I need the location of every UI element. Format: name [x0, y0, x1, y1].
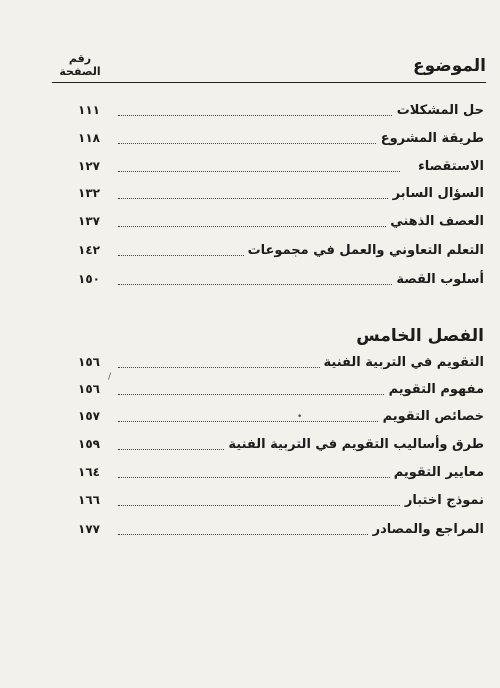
toc-entry-page: ١٥٧	[78, 409, 100, 423]
toc-entry-page: ١٣٧	[78, 214, 100, 228]
toc-entry-page: ١٧٧	[78, 522, 100, 536]
toc-entry[interactable]	[0, 272, 500, 292]
toc-entry[interactable]	[0, 243, 500, 263]
toc-entry[interactable]	[0, 382, 500, 402]
toc-entry-title: السؤال السابر	[389, 186, 484, 201]
toc-entry[interactable]	[0, 103, 500, 123]
toc-entry[interactable]	[0, 186, 500, 206]
toc-entry-title: العصف الذهني	[386, 214, 484, 229]
toc-entry-page: ١٦٦	[78, 493, 100, 507]
toc-entry[interactable]	[0, 437, 500, 457]
toc-entry-title: طرق وأساليب التقويم في التربية الفنية	[224, 437, 484, 452]
toc-entry-page: ١٥٩	[78, 437, 100, 451]
toc-entry[interactable]	[0, 522, 500, 542]
toc-entry[interactable]	[0, 214, 500, 234]
page-number-column-header: رقم الصفحة	[59, 52, 101, 78]
toc-entry-title: خصائص التقويم	[379, 409, 484, 424]
chapter-heading: الفصل الخامس	[356, 326, 484, 346]
toc-entry-title: طريقة المشروع	[377, 131, 484, 146]
stray-mark: /	[108, 372, 112, 382]
dot-leader	[118, 477, 400, 478]
toc-entry-page: ١٥٦	[78, 355, 100, 369]
toc-entry-title: الاستقصاء	[414, 159, 484, 174]
toc-entry-title: معايير التقويم	[390, 465, 484, 480]
dot-leader	[118, 394, 400, 395]
toc-entry[interactable]	[0, 355, 500, 375]
header-divider	[52, 82, 486, 83]
toc-entry-page: ١٣٢	[78, 186, 100, 200]
dot-leader	[118, 143, 400, 144]
toc-entry-title: أسلوب القصة	[392, 272, 484, 287]
dot-leader	[118, 198, 400, 199]
toc-entry[interactable]	[0, 159, 500, 179]
toc-entry-title: مفهوم التقويم	[385, 382, 484, 397]
toc-entry[interactable]	[0, 409, 500, 429]
toc-entry-page: ١١١	[78, 103, 100, 117]
stray-mark: •	[297, 412, 303, 422]
toc-entry[interactable]	[0, 493, 500, 513]
toc-entry-title: التعلم التعاوني والعمل في مجموعات	[244, 243, 484, 258]
toc-entry-page: ١٤٢	[78, 243, 100, 257]
dot-leader	[118, 284, 400, 285]
topic-column-header: الموضوع	[413, 56, 486, 76]
toc-entry-page: ١٢٧	[78, 159, 100, 173]
dot-leader	[118, 115, 400, 116]
toc-entry-page: ١٦٤	[78, 465, 100, 479]
toc-entry-title: المراجع والمصادر	[369, 522, 484, 537]
dot-leader	[118, 505, 400, 506]
toc-entry-title: التقويم في التربية الفنية	[320, 355, 484, 370]
dot-leader	[118, 171, 400, 172]
dot-leader	[118, 421, 400, 422]
toc-entry[interactable]	[0, 131, 500, 151]
toc-entry-title: نموذج اختبار	[401, 493, 484, 508]
dot-leader	[118, 534, 400, 535]
toc-entry-page: ١٥٠	[78, 272, 100, 286]
toc-entry-title: حل المشكلات	[393, 103, 484, 118]
toc-entry-page: ١١٨	[78, 131, 100, 145]
toc-entry[interactable]	[0, 465, 500, 485]
toc-entry-page: ١٥٦	[78, 382, 100, 396]
dot-leader	[118, 226, 400, 227]
